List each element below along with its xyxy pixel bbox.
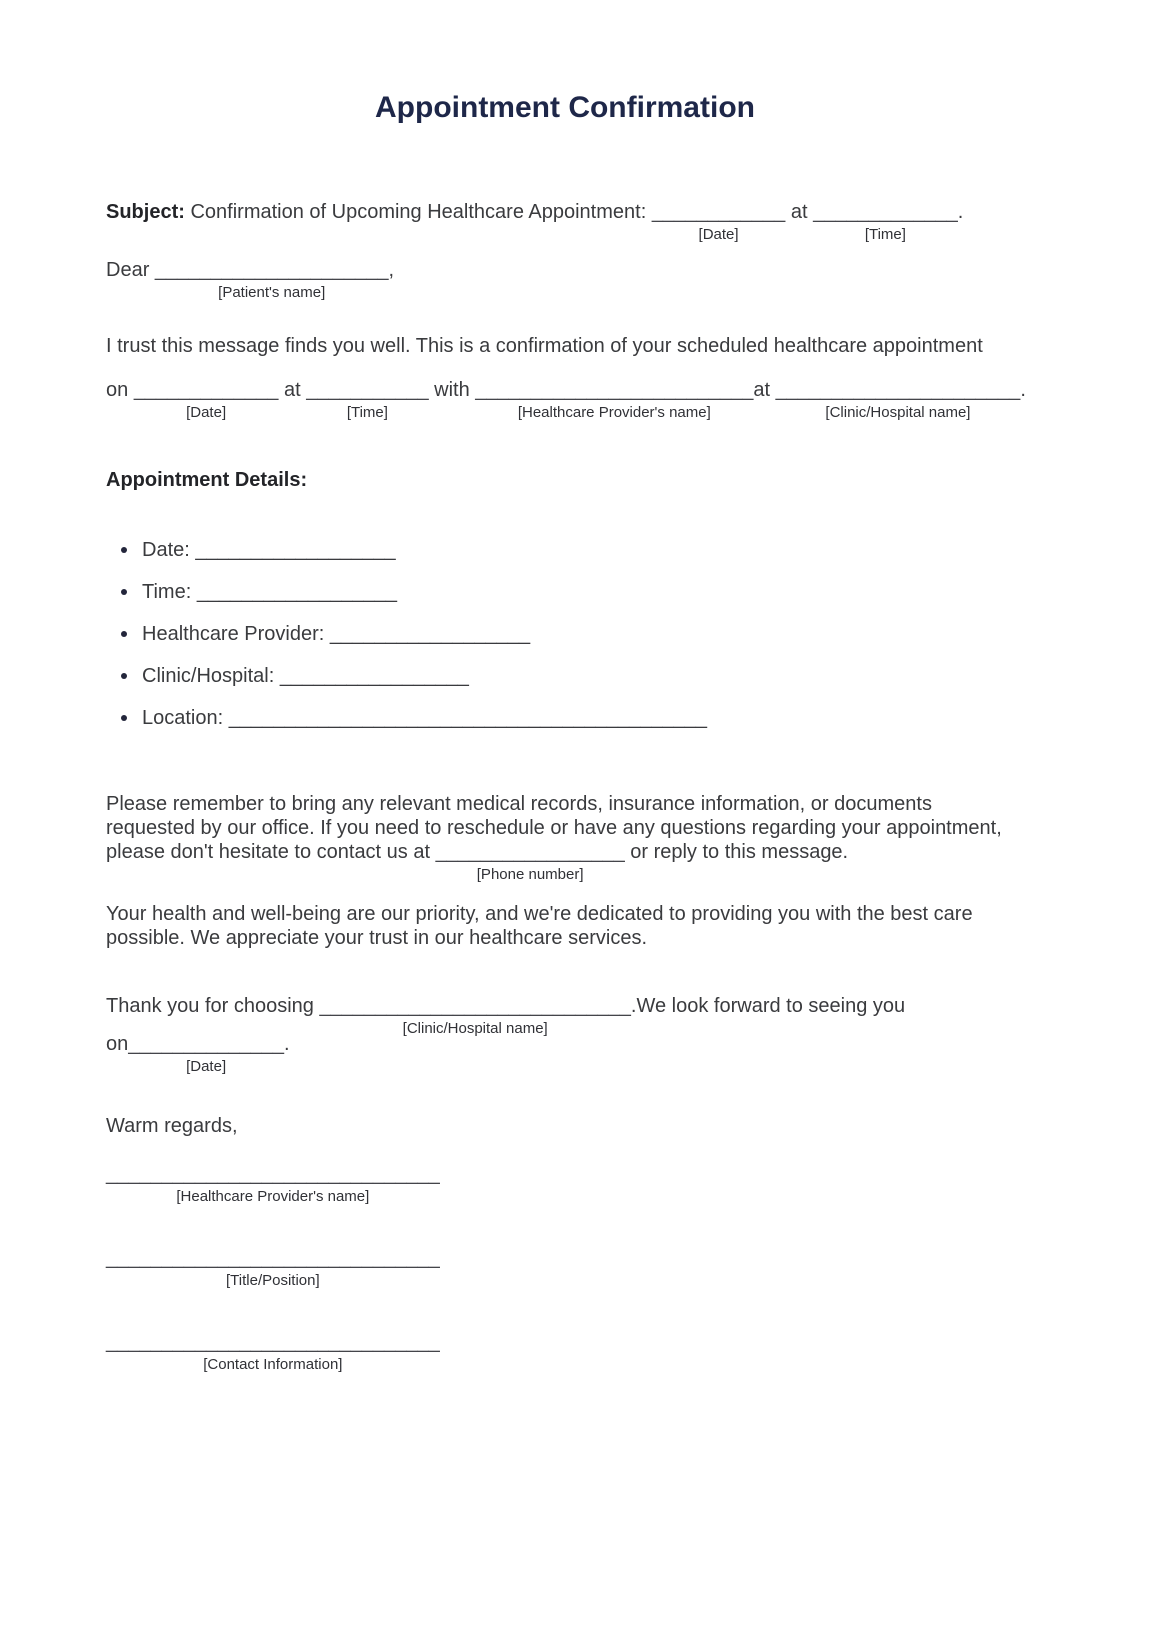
patient-name-placeholder-label: [Patient's name]	[218, 284, 326, 301]
phone-number-blank	[435, 841, 625, 883]
schedule-provider-blank-line: _________________________	[475, 379, 754, 401]
greeting-text: Dear	[106, 259, 155, 281]
greeting-comma: ,	[388, 259, 395, 281]
thank-you-paragraph	[106, 994, 1110, 1075]
thanks-clinic-blank-line: ____________________________	[319, 995, 631, 1017]
subject-date-blank	[651, 201, 786, 243]
subject-at-text: at	[785, 201, 814, 223]
phone-number-placeholder-label: [Phone number]	[476, 866, 584, 883]
schedule-time-blank-line: ___________	[306, 379, 429, 401]
schedule-line	[106, 378, 1110, 421]
closing-line: Warm regards,	[106, 1115, 238, 1137]
signature-provider-line: ______________________________	[106, 1163, 440, 1185]
subject-line	[106, 200, 1110, 243]
schedule-time-placeholder-label: [Time]	[346, 404, 388, 421]
appointment-details-list	[106, 538, 1110, 730]
thanks-date-placeholder-label: [Date]	[186, 1058, 227, 1075]
appointment-details-heading: Appointment Details:	[106, 469, 308, 491]
intro-paragraph: I trust this message finds you well. This is a confirmation of your scheduled healthcare appointment	[106, 335, 983, 357]
signature-block-title	[106, 1246, 1110, 1289]
subject-label: Subject:	[106, 201, 185, 223]
thanks-text-2: .We look forward to seeing you	[630, 995, 906, 1017]
thanks-clinic-placeholder-label: [Clinic/Hospital name]	[402, 1020, 548, 1037]
schedule-time-blank	[306, 379, 429, 421]
schedule-at2-text: at	[753, 379, 776, 401]
thanks-text-1: Thank you for choosing	[106, 995, 320, 1017]
schedule-period: .	[1020, 379, 1026, 401]
time-blank-line: _____________	[813, 201, 958, 223]
schedule-provider-blank	[475, 379, 754, 421]
assurance-paragraph: Your health and well-being are our priority, and we're dedicated to providing you with the best care possible. We appreciate your trust in our healthcare services.	[106, 903, 973, 949]
detail-item-date: Date: __________________	[106, 538, 1110, 562]
detail-item-clinic: Clinic/Hospital: _________________	[106, 664, 1110, 688]
phone-number-blank-line: _________________	[435, 841, 625, 863]
signature-block-provider	[106, 1162, 1110, 1205]
schedule-provider-placeholder-label: [Healthcare Provider's name]	[517, 404, 711, 421]
schedule-date-blank	[133, 379, 279, 421]
schedule-clinic-placeholder-label: [Clinic/Hospital name]	[825, 404, 971, 421]
detail-item-location: Location: ___________________________________________	[106, 706, 1110, 730]
greeting-line	[106, 258, 1110, 301]
subject-period: .	[957, 201, 964, 223]
date-blank-line: ____________	[651, 201, 786, 223]
schedule-date-blank-line: _____________	[133, 379, 279, 401]
detail-item-provider: Healthcare Provider: __________________	[106, 622, 1110, 646]
page-title: Appointment Confirmation	[375, 91, 755, 124]
schedule-date-placeholder-label: [Date]	[186, 404, 227, 421]
signature-title-placeholder-label: [Title/Position]	[226, 1272, 320, 1289]
signature-provider-placeholder-label: [Healthcare Provider's name]	[176, 1188, 370, 1205]
thank-you-line-2	[106, 1032, 1110, 1075]
thanks-on-text: on	[106, 1033, 129, 1055]
signature-title-line: ______________________________	[106, 1247, 440, 1269]
thanks-date-blank-line: ______________	[128, 1033, 284, 1055]
schedule-with-text: with	[428, 379, 476, 401]
signature-contact-line: ______________________________	[106, 1331, 440, 1353]
subject-text: Confirmation of Upcoming Healthcare Appointment:	[184, 201, 652, 223]
schedule-at-text: at	[278, 379, 307, 401]
thank-you-line-1	[106, 995, 906, 1037]
reminder-text-1: Please remember to bring any relevant medical records, insurance information, or documents requested by our office. If you need to reschedule or have any questions regarding your appointment, please don't hesitate to contact us at	[106, 793, 1002, 863]
subject-time-blank	[813, 201, 958, 243]
signature-contact-blank	[106, 1331, 440, 1373]
patient-name-blank	[154, 259, 389, 301]
schedule-on-text: on	[106, 379, 134, 401]
time-placeholder-label: [Time]	[864, 226, 906, 243]
signature-title-blank	[106, 1247, 440, 1289]
thanks-date-blank	[128, 1033, 284, 1075]
signature-provider-blank	[106, 1163, 440, 1205]
date-placeholder-label: [Date]	[698, 226, 739, 243]
reminder-text-2: or reply to this message.	[624, 841, 849, 863]
signature-block-contact	[106, 1330, 1110, 1373]
patient-name-blank-line: _____________________	[154, 259, 389, 281]
detail-item-time: Time: __________________	[106, 580, 1110, 604]
reminder-paragraph	[106, 792, 1018, 883]
schedule-clinic-blank	[775, 379, 1021, 421]
thanks-clinic-blank	[319, 995, 631, 1037]
thanks-period: .	[283, 1033, 290, 1055]
schedule-clinic-blank-line: ______________________	[775, 379, 1021, 401]
signature-contact-placeholder-label: [Contact Information]	[203, 1356, 343, 1373]
